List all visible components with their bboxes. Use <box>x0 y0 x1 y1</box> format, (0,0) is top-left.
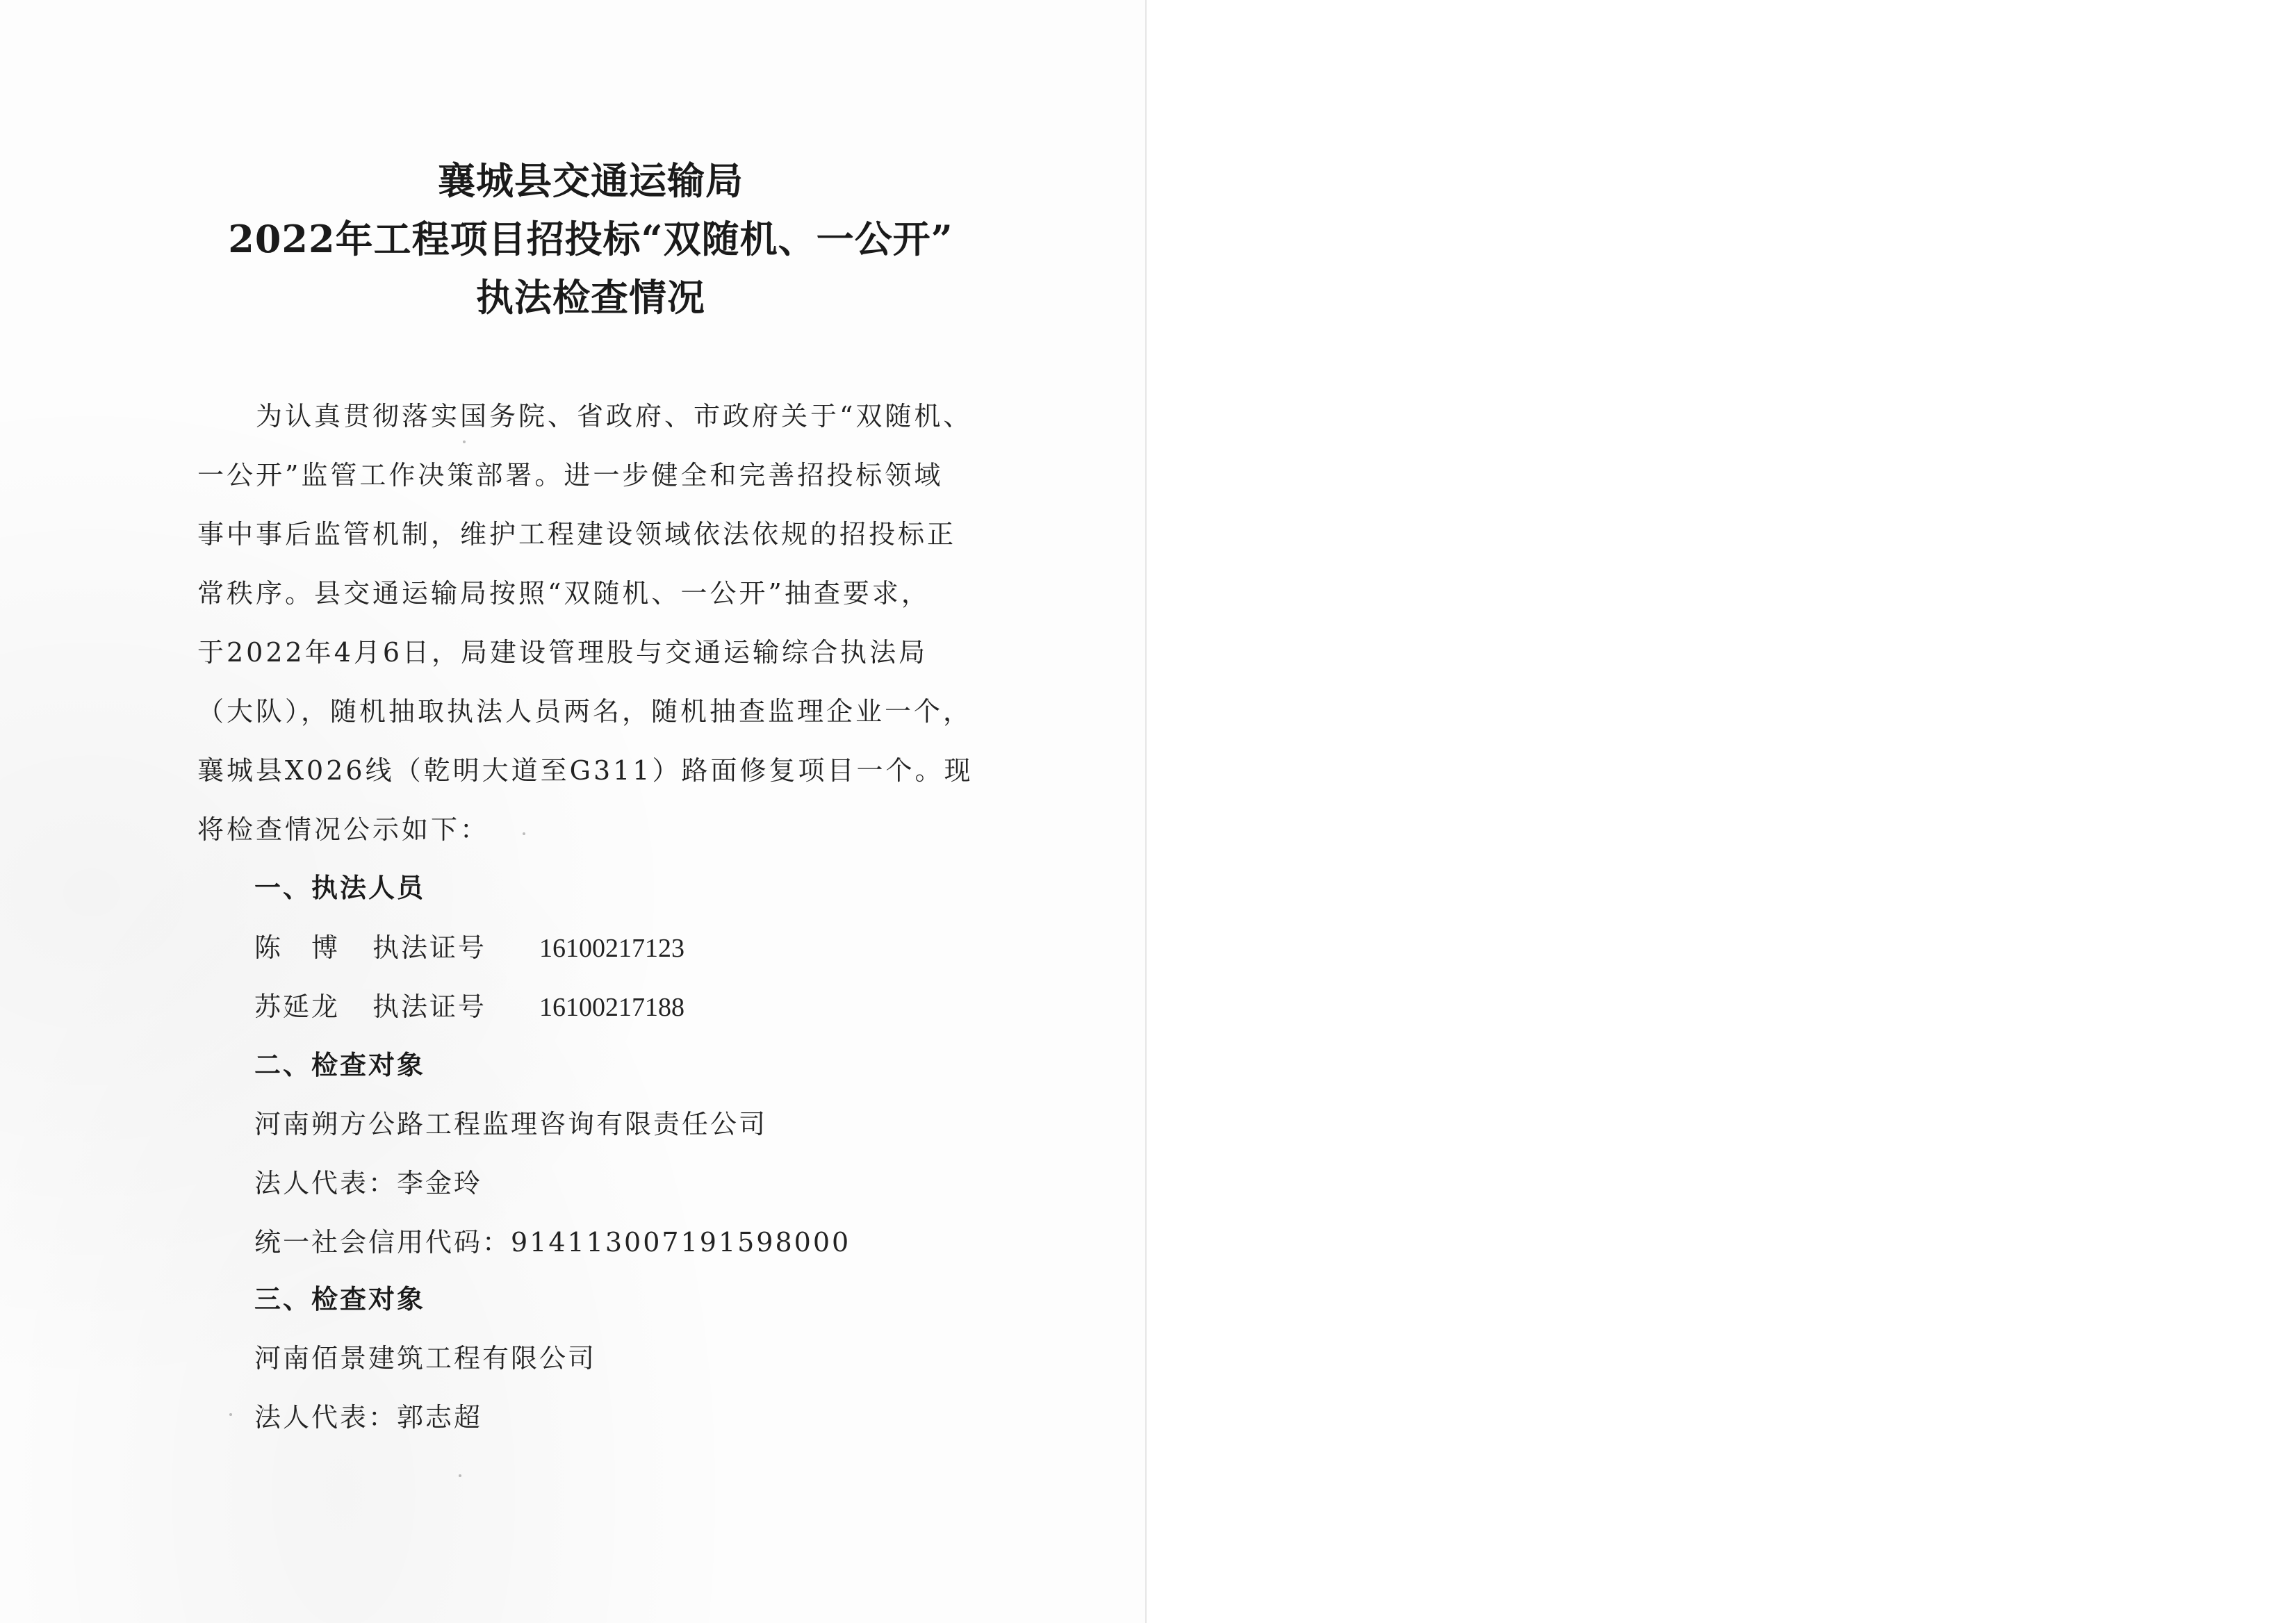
target-company-name: 河南佰景建筑工程有限公司 <box>254 1343 597 1374</box>
left-page <box>0 0 1145 1623</box>
target-company-name: 河南朔方公路工程监理咨询有限责任公司 <box>254 1109 768 1139</box>
document-title-line-2: 2022年工程项目招投标“双随机、一公开” <box>228 217 953 261</box>
target-credit-code: 统一社会信用代码：914113007191598000 <box>254 1227 851 1258</box>
right-page-blank <box>1147 0 2296 1623</box>
officer-name: 陈 博 <box>254 932 341 963</box>
section-heading-inspection-target-1: 二、检查对象 <box>254 1050 426 1080</box>
body-paragraph-line: 于2022年4月6日，局建设管理股与交通运输综合执法局 <box>197 637 928 668</box>
body-paragraph-line: 事中事后监管机制，维护工程建设领域依法依规的招投标正 <box>197 519 957 550</box>
section-heading-officers: 一、执法人员 <box>254 873 426 903</box>
body-paragraph-line: 一公开”监管工作决策部署。进一步健全和完善招投标领域 <box>197 460 944 491</box>
target-legal-representative: 法人代表：李金玲 <box>254 1168 483 1198</box>
body-paragraph-line: 襄城县X026线（乾明大道至G311）路面修复项目一个。现 <box>197 755 974 786</box>
officer-license-number: 16100217188 <box>539 993 684 1022</box>
target-legal-representative: 法人代表：郭志超 <box>254 1402 483 1433</box>
officer-license-label: 执法证号 <box>372 991 487 1022</box>
body-paragraph-line: 为认真贯彻落实国务院、省政府、市政府关于“双随机、 <box>256 401 973 431</box>
scan-speck <box>523 832 525 835</box>
document-title-line-1: 襄城县交通运输局 <box>438 158 744 203</box>
body-paragraph-line: （大队），随机抽取执法人员两名，随机抽查监理企业一个， <box>197 696 973 727</box>
scan-speck <box>463 440 466 443</box>
scan-speck <box>459 1474 461 1477</box>
officer-name: 苏延龙 <box>254 991 341 1022</box>
officer-license-number: 16100217123 <box>539 934 684 963</box>
scan-speck <box>229 1413 232 1416</box>
section-heading-inspection-target-2: 三、检查对象 <box>254 1284 426 1315</box>
document-title-line-3: 执法检查情况 <box>476 275 705 320</box>
officer-row <box>254 985 684 1023</box>
officer-row <box>254 926 684 964</box>
body-paragraph-line: 将检查情况公示如下： <box>197 814 490 845</box>
body-paragraph-line: 常秩序。县交通运输局按照“双随机、一公开”抽查要求， <box>197 578 930 609</box>
officer-license-label: 执法证号 <box>372 932 487 963</box>
